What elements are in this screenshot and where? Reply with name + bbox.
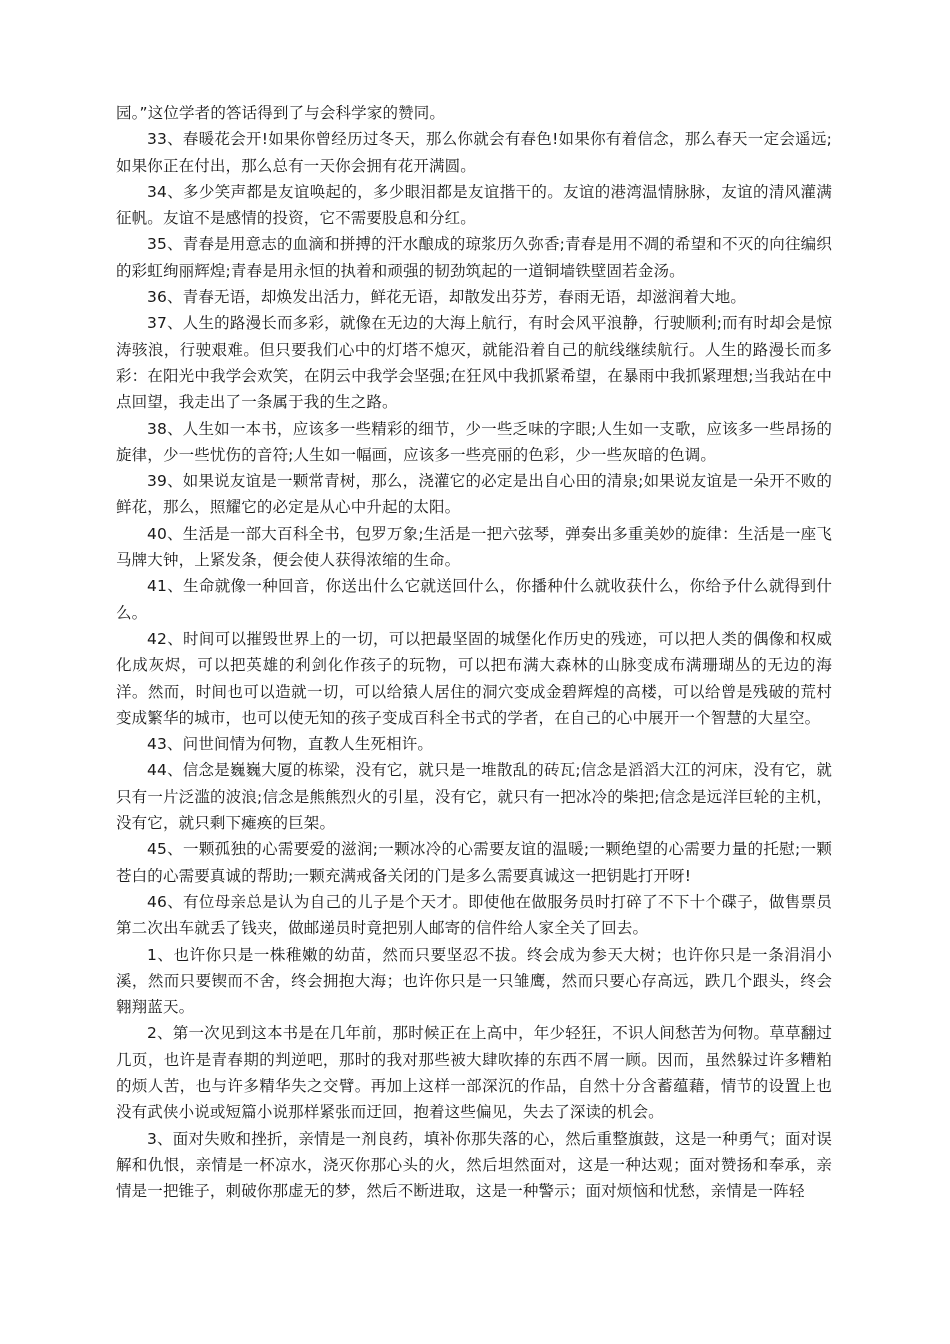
paragraph-40: 40、生活是一部大百科全书，包罗万象;生活是一把六弦琴，弹奏出多重美妙的旋律：生活是一座飞马牌大钟，上紧发条，便会使人获得浓缩的生命。 <box>116 524 832 570</box>
paragraph-41: 41、生命就像一种回音，你送出什么它就送回什么，你播种什么就收获什么，你给予什么就得到什么。 <box>116 577 832 622</box>
paragraph-43: 43、问世间情为何物，直教人生死相许。 <box>147 735 434 754</box>
document-page <box>116 100 832 1204</box>
paragraph-36: 36、青春无语，却焕发出活力，鲜花无语，却散发出芬芳，春雨无语，却滋润着大地。 <box>147 288 747 307</box>
paragraph-38: 38、人生如一本书，应该多一些精彩的细节，少一些乏味的字眼;人生如一支歌，应该多一些昂扬的旋律，少一些忧伤的音符;人生如一幅画，应该多一些亮丽的色彩，少一些灰暗的色调。 <box>116 419 832 464</box>
paragraph-44: 44、信念是巍巍大厦的栋梁，没有它，就只是一堆散乱的砖瓦;信念是滔滔大江的河床，没有它，就只有一片泛滥的波浪;信念是熊熊烈火的引星，没有它，就只有一把冰冷的柴把;信念是远洋巨轮的主机，没有它，就只剩下瘫痪的巨架。 <box>116 761 832 833</box>
paragraph-39: 39、如果说友谊是一颗常青树，那么，浇灌它的必定是出自心田的清泉;如果说友谊是一朵开不败的鲜花，那么，照耀它的必定是从心中升起的太阳。 <box>116 472 832 517</box>
paragraph-42: 42、时间可以摧毁世界上的一切，可以把最坚固的城堡化作历史的残迹，可以把人类的偶像和权威化成灰烬，可以把英雄的利剑化作孩子的玩物，可以把布满大森林的山脉变成布满珊瑚丛的无边的海洋。然而，时间也可以造就一切，可以给猿人居住的洞穴变成金碧辉煌的高楼，可以给曾是残破的荒村变成繁华的城市，也可以使无知的孩子变成百科全书式的学者，在自己的心中展开一个智慧的大星空。 <box>116 629 832 727</box>
paragraph-3: 3、面对失败和挫折，亲情是一剂良药，填补你那失落的心，然后重整旗鼓，这是一种勇气；面对误解和仇恨，亲情是一杯凉水，浇灭你那心头的火，然后坦然面对，这是一种达观；面对赞扬和奉承，亲情是一把锥子，刺破你那虚无的梦，然后不断进取，这是一种警示；面对烦恼和忧愁，亲情是一阵轻 <box>116 1129 832 1201</box>
paragraph-1: 1、也许你只是一株稚嫩的幼苗，然而只要坚忍不拔。终会成为参天大树；也许你只是一条涓涓小溪，然而只要锲而不舍，终会拥抱大海；也许你只是一只雏鹰，然而只要心存高远，跌几个跟头，终会翱翔蓝天。 <box>116 945 832 1017</box>
paragraph-2: 2、第一次见到这本书是在几年前，那时候正在上高中，年少轻狂，不识人间愁苦为何物。草草翻过几页，也许是青春期的判逆吧，那时的我对那些被大肆吹捧的东西不屑一顾。因而，虽然躲过许多糟粕的烦人苦，也与许多精华失之交臂。再加上这样一部深沉的作品，自然十分含蓄蕴藉，情节的设置上也没有武侠小说或短篇小说那样紧张而迂回，抱着这些偏见，失去了深读的机会。 <box>116 1024 832 1122</box>
paragraph-34: 34、多少笑声都是友谊唤起的，多少眼泪都是友谊揩干的。友谊的港湾温情脉脉，友谊的清风灌满征帆。友谊不是感情的投资，它不需要股息和分红。 <box>116 182 832 228</box>
paragraph-33: 33、春暖花会开!如果你曾经历过冬天，那么你就会有春色!如果你有着信念，那么春天一定会遥远;如果你正在付出，那么总有一天你会拥有花开满圆。 <box>116 130 832 175</box>
paragraph-45: 45、一颗孤独的心需要爱的滋润;一颗冰冷的心需要友谊的温暖;一颗绝望的心需要力量的托慰;一颗苍白的心需要真诚的帮助;一颗充满戒备关闭的门是多么需要真诚这一把钥匙打开呀! <box>116 840 832 885</box>
paragraph-35: 35、青春是用意志的血滴和拼搏的汗水酿成的琼浆历久弥香;青春是用不凋的希望和不灭的向往编织的彩虹绚丽辉煌;青春是用永恒的执着和顽强的韧劲筑起的一道铜墙铁壁固若金汤。 <box>116 235 832 280</box>
paragraph-37: 37、人生的路漫长而多彩，就像在无边的大海上航行，有时会风平浪静，行驶顺利;而有时却会是惊涛骇浪，行驶艰难。但只要我们心中的灯塔不熄灭，就能沿着自己的航线继续航行。人生的路漫长而多彩：在阳光中我学会欢笑，在阴云中我学会坚强;在狂风中我抓紧希望，在暴雨中我抓紧理想;当我站在中点回望，我走出了一条属于我的生之路。 <box>116 314 832 412</box>
paragraph-continuation: 园。”这位学者的答话得到了与会科学家的赞同。 <box>116 104 446 122</box>
paragraph-46: 46、有位母亲总是认为自己的儿子是个天才。即使他在做服务员时打碎了不下十个碟子，做售票员第二次出车就丢了钱夹，做邮递员时竟把别人邮寄的信件给人家全关了回去。 <box>116 892 832 938</box>
